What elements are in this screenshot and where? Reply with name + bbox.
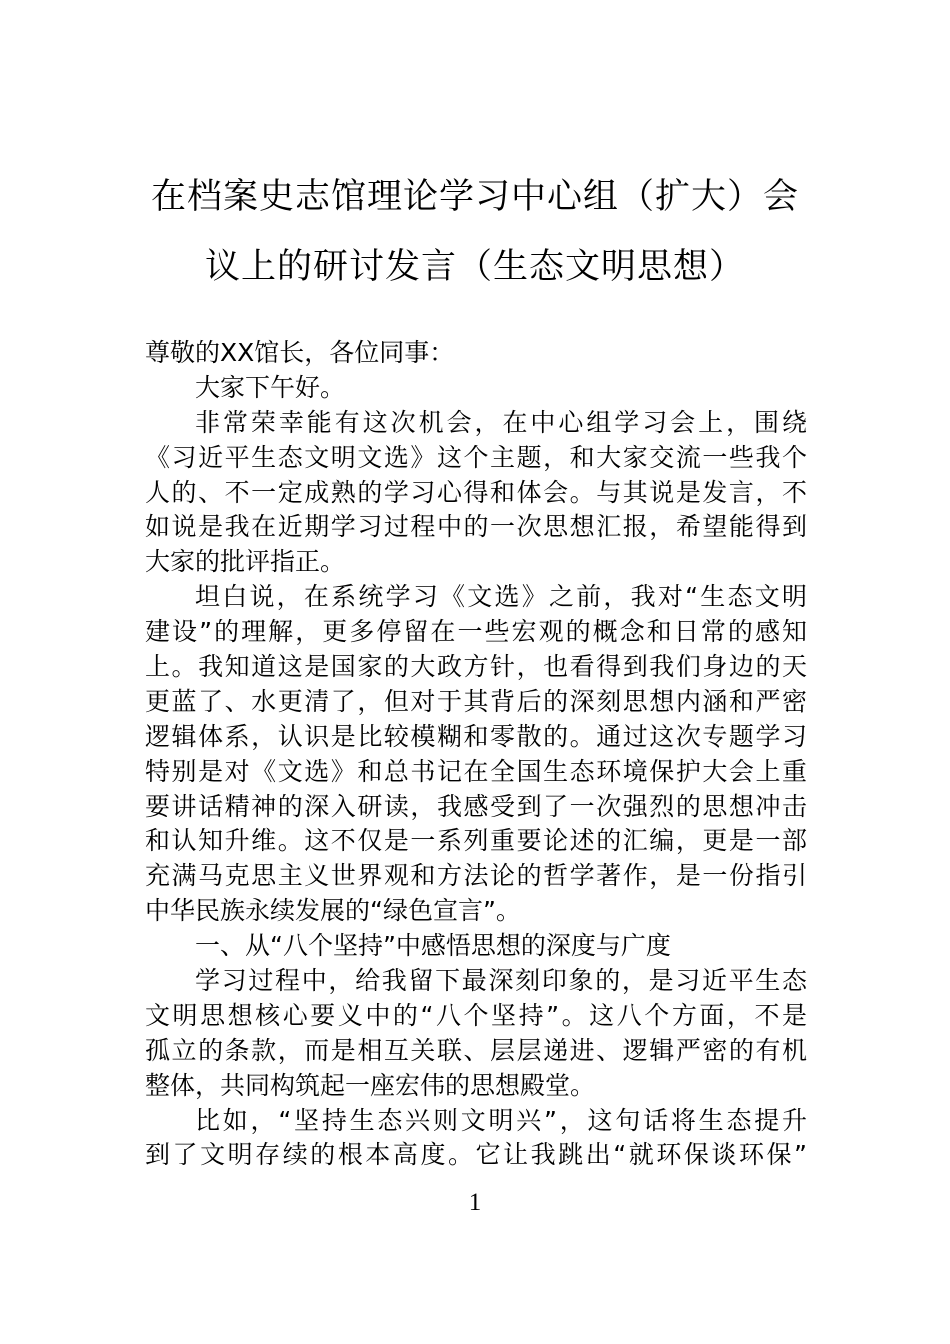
paragraph-line: 坦白说，在系统学习《文选》之前，我对“生态文明 [195, 582, 807, 612]
paragraph-line: 充满马克思主义世界观和方法论的哲学著作，是一份指引 [145, 861, 807, 891]
document-title-line-2: 议上的研讨发言（生态文明思想） [204, 247, 745, 287]
paragraph-line: 上。我知道这是国家的大政方针，也看得到我们身边的天 [145, 652, 807, 682]
paragraph-line: 大家的批评指正。 [145, 547, 346, 577]
document-body [145, 336, 807, 1173]
paragraph-line: 比如，“坚持生态兴则文明兴”，这句话将生态提升 [195, 1105, 807, 1135]
paragraph-line: 中华民族永续发展的“绿色宣言”。 [145, 896, 521, 926]
salutation: 尊敬的XX馆长，各位同事： [145, 338, 455, 367]
paragraph-line: 和认知升维。这不仅是一系列重要论述的汇编，更是一部 [145, 826, 807, 856]
paragraph-line: 孤立的条款，而是相互关联、层层递进、逻辑严密的有机 [145, 1035, 807, 1065]
paragraph-line: 人的、不一定成熟的学习心得和体会。与其说是发言，不 [145, 477, 807, 507]
document-title-line-1: 在档案史志馆理论学习中心组（扩大）会 [150, 177, 799, 217]
paragraph-greeting: 大家下午好。 [195, 372, 346, 402]
section-heading: 一、从“八个坚持”中感悟思想的深度与广度 [195, 931, 671, 961]
paragraph-line: 建设”的理解，更多停留在一些宏观的概念和日常的感知 [145, 617, 807, 647]
paragraph-line: 特别是对《文选》和总书记在全国生态环境保护大会上重 [145, 756, 807, 786]
paragraph-line: 整体，共同构筑起一座宏伟的思想殿堂。 [145, 1070, 596, 1100]
paragraph-line: 学习过程中，给我留下最深刻印象的，是习近平生态 [195, 966, 807, 996]
paragraph-line: 更蓝了、水更清了，但对于其背后的深刻思想内涵和严密 [145, 686, 807, 716]
page-number: 1 [468, 1189, 482, 1216]
paragraph-line: 如说是我在近期学习过程中的一次思想汇报，希望能得到 [145, 512, 807, 542]
paragraph-line: 要讲话精神的深入研读，我感受到了一次强烈的思想冲击 [145, 791, 807, 821]
paragraph-line: 《习近平生态文明文选》这个主题，和大家交流一些我个 [145, 442, 807, 472]
paragraph-line: 逻辑体系，认识是比较模糊和零散的。通过这次专题学习 [145, 721, 807, 751]
paragraph-line: 文明思想核心要义中的“八个坚持”。这八个方面，不是 [145, 1000, 807, 1030]
paragraph-line: 非常荣幸能有这次机会，在中心组学习会上，围绕 [195, 407, 807, 437]
paragraph-line: 到了文明存续的根本高度。它让我跳出“就环保谈环保” [145, 1140, 807, 1170]
